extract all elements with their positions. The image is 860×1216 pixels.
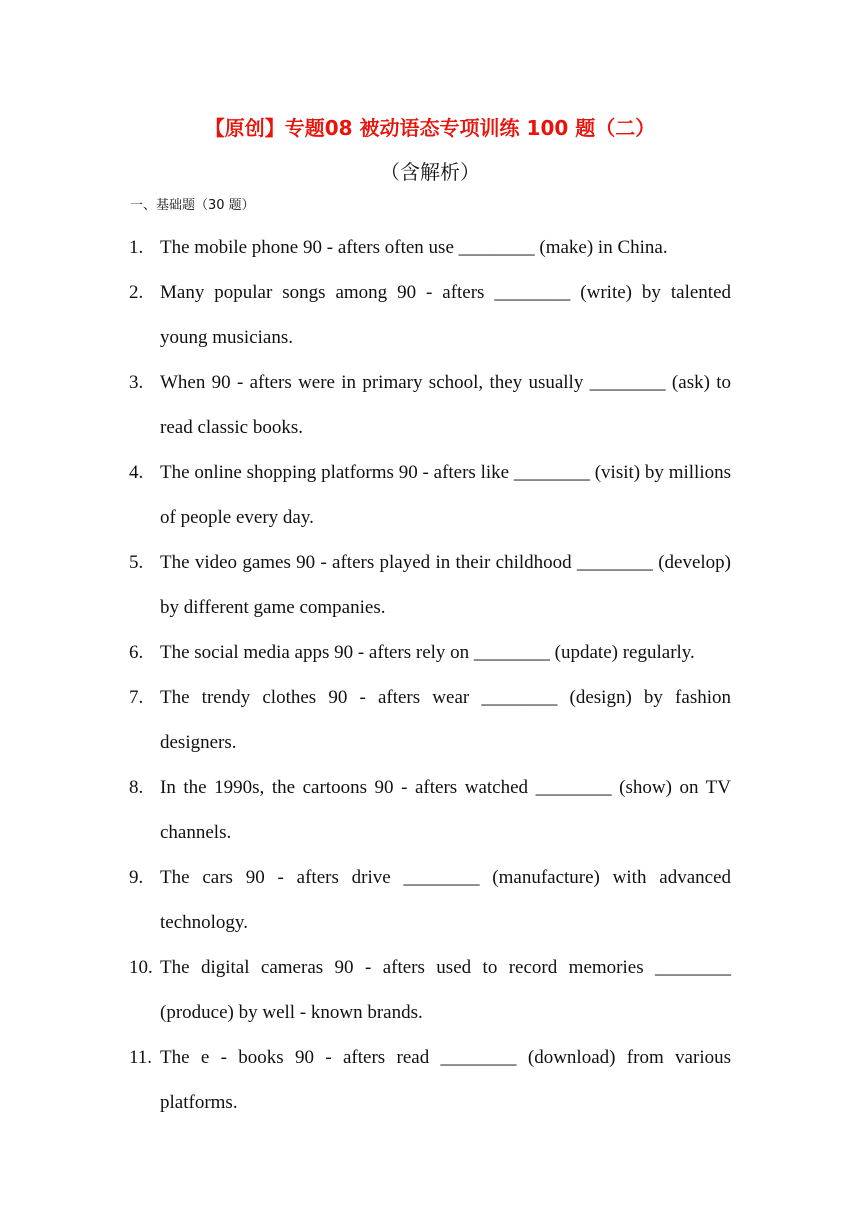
question-number: 1. bbox=[129, 237, 144, 258]
question-number: 9. bbox=[129, 867, 144, 888]
question-text: The video games 90 - afters played in their childhood ________ (develop) by different game companies. bbox=[160, 552, 731, 618]
question-text: The trendy clothes 90 - afters wear ________ (design) by fashion designers. bbox=[160, 687, 731, 753]
question-number: 7. bbox=[129, 687, 144, 708]
question-text: The mobile phone 90 - afters often use ________ (make) in China. bbox=[160, 237, 668, 258]
question-number: 5. bbox=[129, 552, 144, 573]
question-text: When 90 - afters were in primary school, they usually ________ (ask) to read classic books. bbox=[160, 372, 731, 438]
question-item bbox=[129, 630, 731, 675]
question-number: 8. bbox=[129, 777, 144, 798]
question-item bbox=[129, 270, 731, 360]
question-number: 10. bbox=[129, 957, 153, 978]
question-list bbox=[129, 225, 731, 1125]
question-item bbox=[129, 225, 731, 270]
question-item bbox=[129, 945, 731, 1035]
question-number: 6. bbox=[129, 642, 144, 663]
question-number: 4. bbox=[129, 462, 144, 483]
question-number: 11. bbox=[129, 1047, 153, 1068]
question-text: The digital cameras 90 - afters used to record memories ________ (produce) by well - known brands. bbox=[160, 957, 731, 1023]
document-title: 【原创】专题08 被动语态专项训练 100 题（二） bbox=[204, 116, 656, 140]
question-number: 2. bbox=[129, 282, 144, 303]
question-text: The e - books 90 - afters read ________ (download) from various platforms. bbox=[160, 1047, 731, 1113]
question-text: The cars 90 - afters drive ________ (manufacture) with advanced technology. bbox=[160, 867, 731, 933]
question-item bbox=[129, 765, 731, 855]
question-item bbox=[129, 450, 731, 540]
question-item bbox=[129, 675, 731, 765]
question-number: 3. bbox=[129, 372, 144, 393]
question-item bbox=[129, 855, 731, 945]
question-text: Many popular songs among 90 - afters ________ (write) by talented young musicians. bbox=[160, 282, 731, 348]
question-text: The online shopping platforms 90 - afters like ________ (visit) by millions of people every day. bbox=[160, 462, 731, 528]
question-item bbox=[129, 540, 731, 630]
document-subtitle: （含解析） bbox=[380, 160, 480, 184]
question-text: The social media apps 90 - afters rely on ________ (update) regularly. bbox=[160, 642, 695, 663]
question-text: In the 1990s, the cartoons 90 - afters watched ________ (show) on TV channels. bbox=[160, 777, 731, 843]
section-heading: 一、基础题（30 题） bbox=[130, 198, 255, 213]
question-item bbox=[129, 1035, 731, 1125]
question-item bbox=[129, 360, 731, 450]
